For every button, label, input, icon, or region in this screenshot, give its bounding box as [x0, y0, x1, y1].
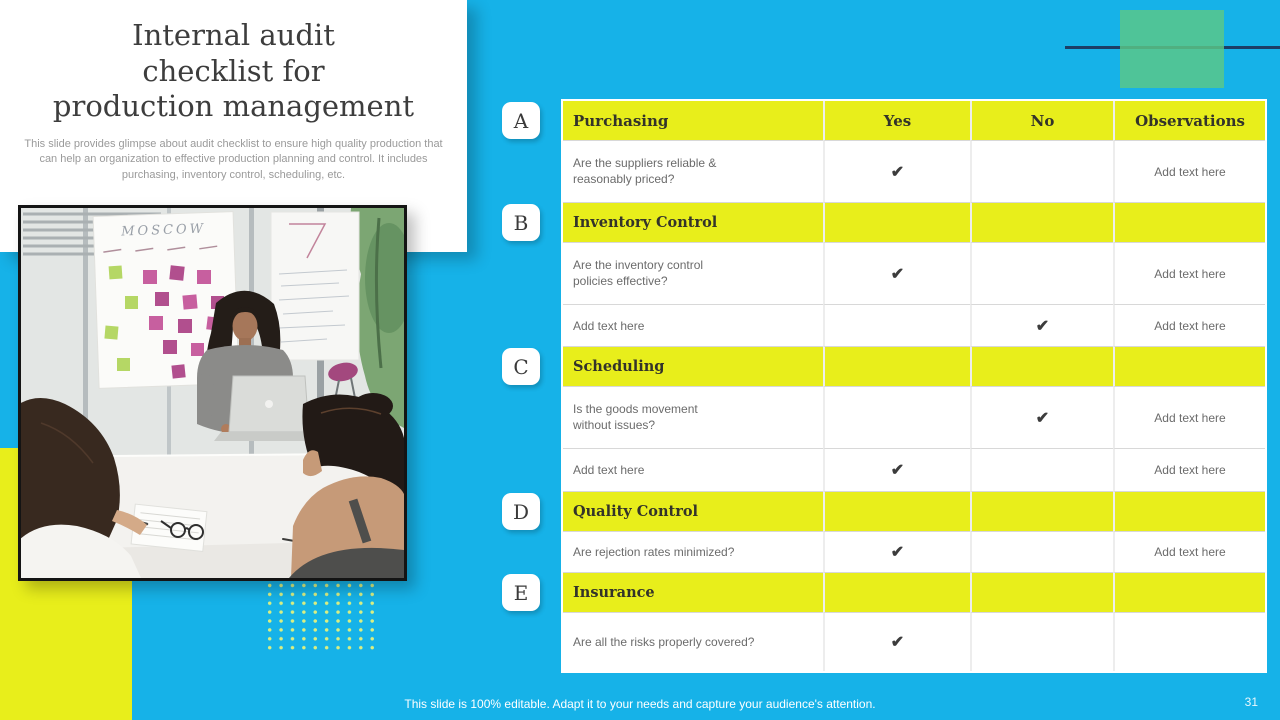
section-title: Scheduling	[563, 347, 823, 387]
whiteboard-text: MOSCOW	[120, 221, 207, 240]
question-text: Are all the risks properly covered?	[573, 635, 755, 649]
observation-placeholder: Add text here	[1154, 266, 1226, 281]
question-text: Is the goods movement without issues?	[573, 401, 698, 432]
page-title	[0, 18, 467, 125]
column-header-yes: Yes	[823, 101, 970, 141]
check-mark-yes: ✔	[890, 634, 905, 651]
table-row	[563, 449, 1265, 492]
meeting-photo-illustration	[21, 208, 404, 578]
column-header-purchasing: Purchasing	[563, 101, 823, 141]
audit-checklist-table	[561, 99, 1267, 673]
check-mark-yes: ✔	[890, 544, 905, 561]
meeting-photo	[18, 205, 407, 581]
check-mark-no: ✔	[1035, 409, 1050, 427]
question-text: Add text here	[573, 463, 645, 477]
page-number: 31	[1244, 695, 1258, 709]
question-text: Are rejection rates minimized?	[573, 545, 735, 559]
section-row-insurance	[563, 573, 1265, 613]
badge-e: E	[502, 574, 540, 611]
section-row-quality-control	[563, 492, 1265, 532]
section-row-scheduling	[563, 347, 1265, 387]
table-row	[563, 141, 1265, 203]
observation-placeholder: Add text here	[1154, 463, 1226, 477]
check-mark-yes: ✔	[890, 163, 905, 181]
table-header-row	[563, 101, 1265, 141]
column-header-observations: Observations	[1113, 101, 1265, 141]
check-mark-yes: ✔	[890, 462, 905, 479]
section-title: Insurance	[563, 573, 823, 613]
title-line-2: checklist for	[142, 53, 325, 88]
question-text: Are the inventory control policies effective?	[573, 257, 704, 288]
title-line-1: Internal audit	[132, 18, 335, 52]
table-row	[563, 305, 1265, 347]
section-title: Quality Control	[563, 492, 823, 532]
dots-pattern	[264, 581, 377, 652]
title-line-3: production management	[52, 89, 415, 124]
column-header-no: No	[970, 101, 1113, 141]
observation-placeholder: Add text here	[1154, 164, 1226, 179]
section-title: Inventory Control	[563, 203, 823, 243]
slide-description: This slide provides glimpse about audit checklist to ensure high quality production that can help an organization to effective production planning and control. It includes purchasing, inventory control, scheduling, etc.	[24, 137, 443, 181]
green-accent-rect	[1120, 10, 1224, 88]
table-row	[563, 613, 1265, 671]
badge-a: A	[502, 102, 540, 139]
footer-note: This slide is 100% editable. Adapt it to your needs and capture your audience's attention.	[404, 697, 876, 711]
check-mark-yes: ✔	[890, 265, 905, 283]
badge-b: B	[502, 204, 540, 241]
badge-c: C	[502, 348, 540, 385]
check-mark-no: ✔	[1035, 317, 1050, 335]
question-text: Are the suppliers reliable & reasonably priced?	[573, 155, 717, 186]
question-text: Add text here	[573, 318, 645, 333]
observation-placeholder: Add text here	[1154, 545, 1226, 559]
observation-placeholder: Add text here	[1154, 318, 1226, 333]
table-row	[563, 532, 1265, 573]
section-row-inventory-control	[563, 203, 1265, 243]
observation-placeholder: Add text here	[1154, 410, 1226, 425]
badge-d: D	[502, 493, 540, 530]
table-row	[563, 243, 1265, 305]
table-row	[563, 387, 1265, 449]
